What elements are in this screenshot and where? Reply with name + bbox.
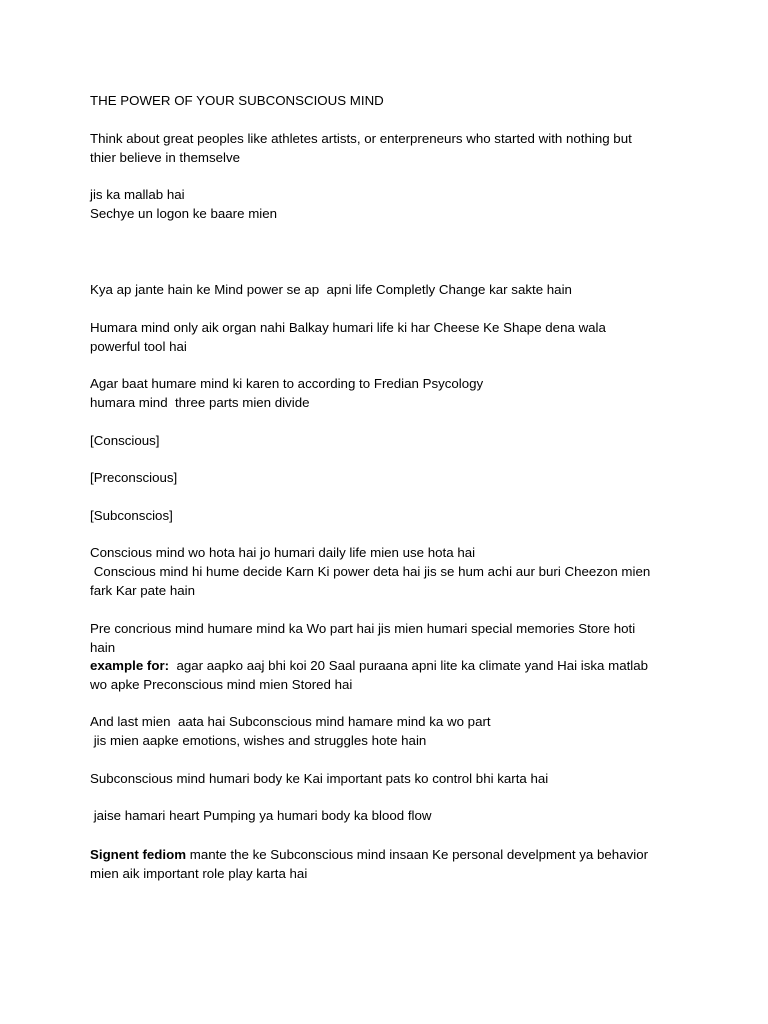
paragraph-preconscious-line-1: Pre concrious mind humare mind ka Wo part hai jis mien humari special memories Store hoti <box>90 621 636 636</box>
meaning-line-1: jis ka mallab hai <box>90 187 185 202</box>
paragraph-organ-line-1: Humara mind only aik organ nahi Balkay humari life ki har Cheese Ke Shape dena wala <box>90 320 606 335</box>
paragraph-preconscious-line-2: hain <box>90 640 116 655</box>
example-line-1 <box>90 656 648 675</box>
paragraph-body-control: Subconscious mind humari body ke Kai important pats ko control bhi karta hai <box>90 771 549 786</box>
intro-line-2: thier believe in themselve <box>90 150 241 165</box>
part-subconscious: [Subconscios] <box>90 508 173 523</box>
paragraph-mind-power: Kya ap jante hain ke Mind power se ap apni life Completly Change kar sakte hain <box>90 282 572 297</box>
document-title: THE POWER OF YOUR SUBCONSCIOUS MIND <box>90 93 384 108</box>
intro-line-1: Think about great peoples like athletes artists, or enterpreneurs who started with nothing but <box>90 131 632 146</box>
paragraph-freud-line-2: humara mind three parts mien divide <box>90 395 310 410</box>
signent-label: Signent fediom <box>90 847 187 862</box>
signent-text: mante the ke Subconscious mind insaan Ke personal develpment ya behavior <box>186 847 649 862</box>
paragraph-subconscious-line-2: jis mien aapke emotions, wishes and struggles hote hain <box>90 733 427 748</box>
paragraph-conscious-line-1: Conscious mind wo hota hai jo humari daily life mien use hota hai <box>90 545 476 560</box>
part-conscious: [Conscious] <box>90 433 160 448</box>
paragraph-freud-line-1: Agar baat humare mind ki karen to according to Fredian Psycology <box>90 376 484 391</box>
example-label: example for: <box>90 658 170 673</box>
paragraph-conscious-line-3: fark Kar pate hain <box>90 583 195 598</box>
paragraph-conscious-line-2: Conscious mind hi hume decide Karn Ki power deta hai jis se hum achi aur buri Cheezon mien <box>90 564 651 579</box>
paragraph-heart-pumping: jaise hamari heart Pumping ya humari body ka blood flow <box>90 808 432 823</box>
example-line-2: wo apke Preconscious mind mien Stored hai <box>90 677 353 692</box>
signent-line-1 <box>90 845 648 864</box>
paragraph-subconscious-line-1: And last mien aata hai Subconscious mind hamare mind ka wo part <box>90 714 491 729</box>
paragraph-organ-line-2: powerful tool hai <box>90 339 187 354</box>
example-text: agar aapko aaj bhi koi 20 Saal puraana apni lite ka climate yand Hai iska matlab <box>169 658 649 673</box>
meaning-line-2: Sechye un logon ke baare mien <box>90 206 278 221</box>
part-preconscious: [Preconscious] <box>90 470 178 485</box>
signent-line-2: mien aik important role play karta hai <box>90 866 308 881</box>
